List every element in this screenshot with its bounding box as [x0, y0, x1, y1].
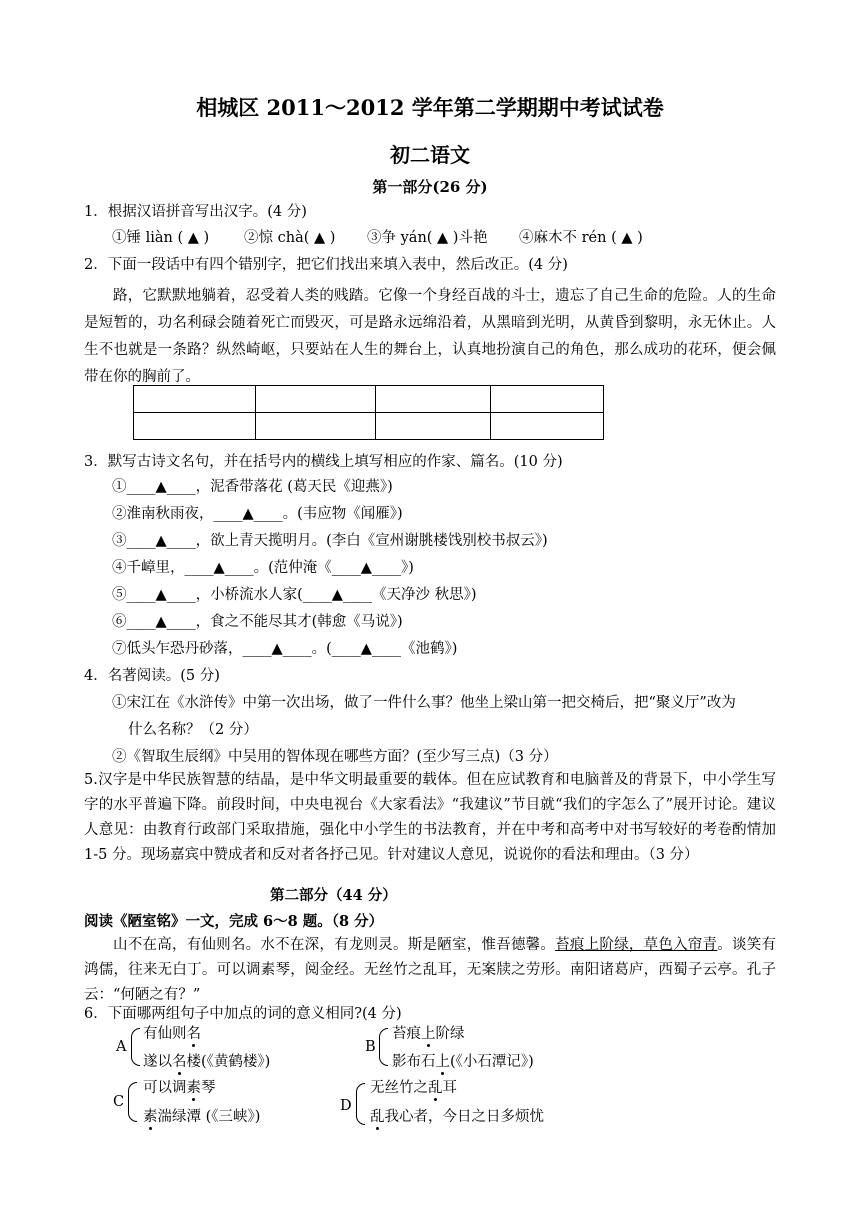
part1-heading: 第一部分(26 分): [372, 178, 488, 196]
text: 阶绿: [435, 1026, 465, 1042]
passage-underlined: 苔痕上阶绿，草色入帘青: [555, 937, 718, 953]
dotted-char: 素: [186, 1080, 201, 1096]
option-b-label: B: [365, 1039, 376, 1055]
q5-text: 5.汉字是中华民族智慧的结晶，是中华文明最重要的载体。但在应试教育和电脑普及的背景下，中小学生写字的水平普遍下降。前段时间，中央电视台《大家看法》“我建议”节目就“我们的字怎么了”展开讨论。建议人意见：由教育行政部门采取措施，强化中小学生的书法教育，并在中考和高考中对书写较好的考卷酌情加 1-5 分。现场嘉宾中赞成者和反对者各抒己见。针对建议人意见，说说你的看法和理由。（3 分）: [84, 772, 776, 863]
q4-item-2: ②《智取生辰纲》中吴用的智体现在哪些方面？(至少写三点)（3 分）: [112, 749, 558, 765]
brace: [379, 1028, 388, 1066]
q1-item-1: ①锤 liàn ( ▲ ): [112, 230, 210, 246]
table-cell[interactable]: [134, 413, 256, 440]
brace: [128, 1082, 137, 1122]
option-c-label: C: [113, 1094, 125, 1110]
q3-line-1: ①____▲____，泥香带落花 (葛天民《迎燕》): [112, 479, 393, 495]
table-row: [134, 386, 604, 413]
text: (《小石潭记》): [450, 1054, 534, 1070]
passage-text: 。谈笑有鸿儒，往来无白丁。可以调素琴，阅金经。无丝竹之乱耳，无案牍之劳形。南阳诸葛庐，西蜀子云亭。孔子云：“何陋之有？”: [84, 937, 776, 1003]
option-d-line-1: [370, 1076, 457, 1097]
exam-title: 相城区 2011～2012 学年第二学期期中考试试卷: [196, 95, 664, 120]
option-a-label: A: [116, 1039, 127, 1055]
passage-text: 山不在高，有仙则名。水不在深，有龙则灵。斯是陋室，惟吾德馨。: [113, 937, 556, 953]
q3-line-4: ④千嶂里，____▲____。(范仲淹《____▲____》): [112, 560, 414, 576]
dotted-char: 素: [143, 1109, 158, 1125]
table-cell[interactable]: [376, 413, 491, 440]
q3-line-3: ③____▲____，欲上青天揽明月。(李白《宣州谢朓楼饯别校书叔云》): [112, 533, 548, 549]
q1-stem: 1．根据汉语拼音写出汉字。(4 分): [84, 204, 307, 220]
text: 无丝竹之: [370, 1080, 428, 1096]
option-c-line-1: [143, 1076, 216, 1097]
option-d-label: D: [340, 1098, 352, 1114]
table-cell[interactable]: [256, 413, 376, 440]
q3-line-7: ⑦低头乍恐丹砂落，____▲____。(____▲____《池鹤》): [112, 641, 458, 657]
q3-stem: 3．默写古诗文名句，并在括号内的横线上填写相应的作家、篇名。(10 分): [84, 454, 563, 470]
reading-passage: [84, 933, 776, 1008]
table-cell[interactable]: [134, 386, 256, 413]
dotted-char: 乱: [428, 1080, 443, 1096]
dotted-char: 名: [172, 1054, 187, 1070]
q1-item-4: ④麻木不 rén ( ▲ ): [519, 230, 643, 246]
text: 可以调: [143, 1080, 187, 1096]
table-row: [134, 413, 604, 440]
q6-stem: 6．下面哪两组句子中加点的词的意义相同?(4 分): [84, 1006, 402, 1022]
brace: [356, 1083, 365, 1125]
q1-item-2: ②惊 chà( ▲ ): [244, 230, 336, 246]
q3-line-5: ⑤____▲____，小桥流水人家(____▲____《天净沙 秋思》): [112, 587, 477, 603]
text: 琴: [201, 1080, 216, 1096]
option-c-line-2: [143, 1105, 260, 1126]
q2-passage: 路，它默默地躺着，忍受着人类的贱踏。它像一个身经百战的斗士，遗忘了自己生命的危险。人的生命是短暂的，功名利碌会随着死亡而毁灭，可是路永远绵沿着，从黑暗到光明，从黄昏到黎明，永无休止。人生不也就是一条路？纵然崎岖，只要站在人生的舞台上，认真地扮演自己的角色，那么成功的花环，便会佩带在你的胸前了。: [84, 288, 776, 385]
exam-subtitle: 初二语文: [390, 143, 470, 167]
brace: [131, 1028, 140, 1066]
text: 我心者，今日之日多烦忧: [384, 1109, 544, 1125]
text: 有仙则: [143, 1026, 187, 1042]
option-d-line-2: [370, 1105, 544, 1126]
q3-line-6: ⑥____▲____，食之不能尽其才(韩愈《马说》): [112, 614, 403, 630]
q4-item-1: ①宋江在《水浒传》中第一次出场，做了一件什么事？他坐上梁山第一把交椅后，把“聚义厅”改为: [112, 695, 736, 711]
text: 影布石: [392, 1054, 436, 1070]
table-cell[interactable]: [376, 386, 491, 413]
dotted-char: 乱: [370, 1109, 385, 1125]
q3-line-2: ②淮南秋雨夜，____▲____。(韦应物《闻雁》): [112, 506, 403, 522]
option-a-line-2: [143, 1050, 270, 1071]
q4-item-1-cont: 什么名称？（2 分）: [128, 722, 258, 738]
table-cell[interactable]: [256, 386, 376, 413]
dotted-char: 上: [421, 1026, 436, 1042]
dotted-char: 名: [186, 1026, 201, 1042]
table-cell[interactable]: [491, 413, 604, 440]
text: 遂以: [143, 1054, 172, 1070]
text: 苔痕: [392, 1026, 421, 1042]
option-b-line-2: [392, 1050, 534, 1071]
part2-heading: 第二部分（44 分）: [270, 887, 397, 904]
dotted-char: 上: [435, 1054, 450, 1070]
reading-title: 阅读《陋室铭》一文，完成 6～8 题。（8 分）: [84, 913, 384, 930]
option-a-line-1: [143, 1022, 201, 1043]
q4-stem: 4．名著阅读。(5 分): [84, 668, 220, 684]
option-b-line-1: [392, 1022, 465, 1043]
text: 耳: [442, 1080, 457, 1096]
q2-stem: 2．下面一段话中有四个错别字，把它们找出来填入表中，然后改正。(4 分): [84, 257, 568, 273]
text: 湍绿潭 (《三峡》): [157, 1109, 261, 1125]
answer-table: [133, 385, 604, 440]
text: 楼(《黄鹤楼》): [186, 1054, 271, 1070]
table-cell[interactable]: [491, 386, 604, 413]
q1-item-3: ③争 yán( ▲ )斗艳: [367, 230, 488, 246]
